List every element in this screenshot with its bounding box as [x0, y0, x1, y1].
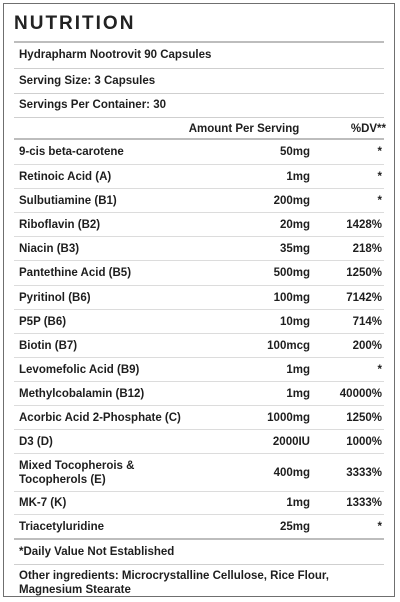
row-name: Triacetyluridine	[19, 521, 105, 533]
row-name: Niacin (B3)	[19, 243, 80, 255]
row-name: Sulbutiamine (B1)	[19, 195, 117, 207]
row-amount: 25mg	[279, 521, 310, 533]
row-dv: 1250%	[346, 412, 382, 424]
divider	[14, 188, 384, 189]
divider	[14, 68, 384, 69]
servings-per-container: Servings Per Container: 30	[19, 99, 166, 111]
row-amount: 1000mg	[267, 412, 310, 424]
row-amount: 10mg	[279, 316, 310, 328]
panel-title: NUTRITION	[14, 13, 136, 34]
row-dv: *	[377, 364, 382, 376]
row-name: Retinoic Acid (A)	[19, 171, 112, 183]
divider	[14, 357, 384, 358]
row-amount: 2000IU	[272, 436, 310, 448]
row-amount: 20mg	[279, 219, 310, 231]
row-amount: 100mg	[273, 292, 310, 304]
row-name: Methylcobalamin (B12)	[19, 388, 145, 400]
divider	[14, 236, 384, 237]
row-dv: 3333%	[346, 467, 382, 479]
divider	[14, 93, 384, 94]
divider	[14, 164, 384, 165]
nutrition-panel	[3, 3, 395, 597]
divider	[14, 538, 384, 540]
row-amount: 500mg	[273, 267, 310, 279]
row-name: 9-cis beta-carotene	[19, 146, 124, 158]
row-dv: 1428%	[346, 219, 382, 231]
row-dv: 714%	[352, 316, 382, 328]
divider	[14, 138, 384, 140]
serving-size: Serving Size: 3 Capsules	[19, 75, 156, 87]
row-dv: 40000%	[339, 388, 382, 400]
row-amount: 200mg	[273, 195, 310, 207]
divider	[14, 117, 384, 118]
divider	[14, 333, 384, 334]
divider	[14, 381, 384, 382]
row-dv: 200%	[352, 340, 382, 352]
divider	[14, 514, 384, 515]
row-dv: *	[377, 171, 382, 183]
divider	[14, 405, 384, 406]
row-name: Mixed Tocopherois & Tocopherols (E)	[19, 460, 135, 486]
header-amount: Amount Per Serving	[188, 123, 300, 135]
row-amount: 50mg	[279, 146, 310, 158]
row-dv: *	[377, 521, 382, 533]
row-amount: 1mg	[286, 388, 310, 400]
row-dv: *	[377, 195, 382, 207]
row-name: P5P (B6)	[19, 316, 67, 328]
row-amount: 400mg	[273, 467, 310, 479]
divider	[14, 564, 384, 565]
row-dv: *	[377, 146, 382, 158]
row-name: D3 (D)	[19, 436, 53, 448]
row-amount: 1mg	[286, 171, 310, 183]
row-amount: 35mg	[279, 243, 310, 255]
divider	[14, 285, 384, 286]
row-amount: 100mcg	[267, 340, 310, 352]
row-amount: 1mg	[286, 497, 310, 509]
row-name: Levomefolic Acid (B9)	[19, 364, 140, 376]
row-name: Pyritinol (B6)	[19, 292, 91, 304]
row-name: Riboflavin (B2)	[19, 219, 101, 231]
row-name: Biotin (B7)	[19, 340, 78, 352]
row-name: Pantethine Acid (B5)	[19, 267, 132, 279]
row-dv: 7142%	[346, 292, 382, 304]
header-dv: %DV**	[350, 123, 386, 135]
row-amount: 1mg	[286, 364, 310, 376]
divider	[14, 491, 384, 492]
row-dv: 1000%	[346, 436, 382, 448]
row-dv: 1333%	[346, 497, 382, 509]
product-name: Hydrapharm Nootrovit 90 Capsules	[19, 49, 212, 61]
row-dv: 218%	[352, 243, 382, 255]
divider	[14, 429, 384, 430]
divider	[14, 309, 384, 310]
divider	[14, 260, 384, 261]
divider	[14, 453, 384, 454]
row-name: MK-7 (K)	[19, 497, 67, 509]
row-name: Acorbic Acid 2-Phosphate (C)	[19, 412, 181, 424]
other-ingredients: Other ingredients: Microcrystalline Cellulose, Rice Flour, Magnesium Stearate	[19, 570, 329, 596]
footnote: *Daily Value Not Established	[19, 546, 175, 558]
divider	[14, 41, 384, 43]
row-dv: 1250%	[346, 267, 382, 279]
divider	[14, 212, 384, 213]
